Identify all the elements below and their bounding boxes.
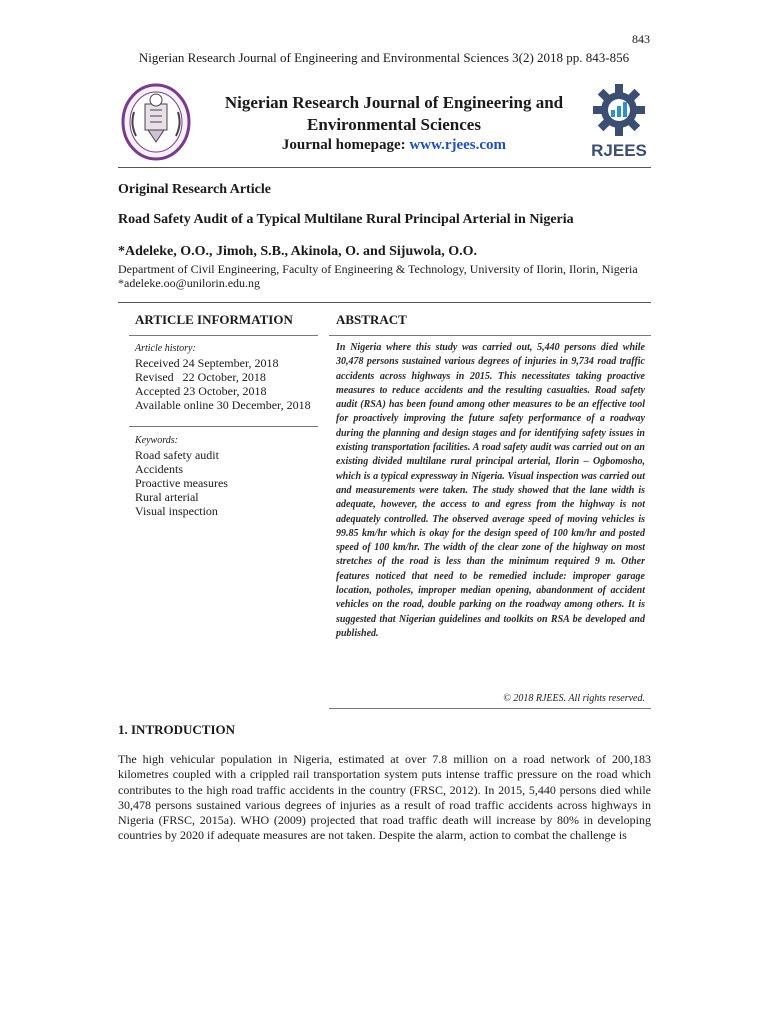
keywords <box>135 434 228 518</box>
article-title: Road Safety Audit of a Typical Multilane Rural Principal Arterial in Nigeria <box>118 212 574 227</box>
history-label: Article history: <box>135 343 196 354</box>
rjees-logo-text: RJEES <box>591 141 647 160</box>
abstract-text: In Nigeria where this study was carried out, 5,440 persons died while 30,478 persons sustained various degrees of injuries in 9,734 road traffic accidents across highways in 2015. This necessitates taking proactive measures to reduce accidents and the resulting casualties. Road safety audit (RSA) has been found among other measures to be an effective tool for proactively improving the future safety performance of a roadway during the planning and design stages and for identifying safety issues in existing transportation facilities. A road safety audit was carried out on an existing divided multilane rural principal arterial, Ilorin – Ogbomosho, which is a typical expressway in Nigeria. Visual inspection was carried out and measurements were taken. The study showed that the lane width is adequate, however, the access to and egress from the highway is not adequately controlled. The observed average speed of moving vehicles is 99.85 km/hr which is okay for the design speed of 100 km/hr and posted speed of 100 km/hr. The width of the clear zone of the highway on most stretches of the road is less than the minimum required 9 m. Other features noticed that need to be remedied include: improper garage location, potholes, improper median opening, abandonment of accident vehicles on the road, double parking on the roadway among others. It is suggested that Nigerian guidelines and toolkits on RSA be developed and published. <box>336 342 645 639</box>
journal-homepage <box>196 137 592 154</box>
accepted-date: Accepted 23 October, 2018 <box>135 384 267 398</box>
introduction-heading: 1. INTRODUCTION <box>118 722 236 737</box>
corresponding-email[interactable]: *adeleke.oo@unilorin.edu.ng <box>118 276 261 290</box>
article-history <box>135 342 311 412</box>
homepage-link[interactable]: www.rjees.com <box>409 137 507 153</box>
section-rule <box>118 302 651 303</box>
journal-title <box>196 92 592 136</box>
authors: *Adeleke, O.O., Jimoh, S.B., Akinola, O. and Sijuwola, O.O. <box>118 244 478 259</box>
keyword-item: Visual inspection <box>135 504 218 518</box>
revised-date: Revised 22 October, 2018 <box>135 370 266 384</box>
article-type: Original Research Article <box>118 182 271 197</box>
keyword-item: Accidents <box>135 462 183 476</box>
introduction-text: The high vehicular population in Nigeria, estimated at over 7.8 million on a road network of 200,183 kilometres coupled with a crippled rail transportation system puts intense traffic pressure on the road which contributes to the high road traffic accidents in the country (FRSC, 2012). In 2015, 5,440 persons died while 30,478 persons sustained various degrees of injuries as a result of road traffic accidents across highways in Nigeria (FRSC, 2015a). WHO (2009) projected that road traffic death will increase by 80% in developing countries by 2020 if adequate measures are not taken. Despite the alarm, action to combat the challenge is <box>118 752 651 843</box>
keyword-item: Rural arterial <box>135 490 199 504</box>
received-date: Received 24 September, 2018 <box>135 356 279 370</box>
article-info-rule <box>129 335 318 336</box>
abstract-rule <box>329 335 651 336</box>
running-head: Nigerian Research Journal of Engineering and Environmental Sciences 3(2) 2018 pp. 843-856 <box>138 50 630 65</box>
university-crest-logo <box>120 82 192 162</box>
article-info-heading: ARTICLE INFORMATION <box>135 312 293 327</box>
homepage-label: Journal homepage: <box>281 137 410 153</box>
affiliation: Department of Civil Engineering, Faculty of Engineering & Technology, University of Ilorin, Ilorin, Nigeria <box>118 262 638 276</box>
abstract-heading: ABSTRACT <box>336 312 407 327</box>
keyword-item: Proactive measures <box>135 476 228 490</box>
copyright-notice: © 2018 RJEES. All rights reserved. <box>503 693 645 704</box>
keywords-rule <box>129 426 318 427</box>
online-date: Available online 30 December, 2018 <box>135 398 311 412</box>
rjees-gear-logo <box>587 82 651 162</box>
keywords-label: Keywords: <box>135 435 178 446</box>
keyword-item: Road safety audit <box>135 448 219 462</box>
header-rule <box>118 167 651 168</box>
journal-title-line1: Nigerian Research Journal of Engineering and <box>224 93 564 112</box>
page-number: 843 <box>632 32 650 46</box>
abstract-end-rule <box>329 708 651 709</box>
journal-title-line2: Environmental Sciences <box>307 115 481 134</box>
